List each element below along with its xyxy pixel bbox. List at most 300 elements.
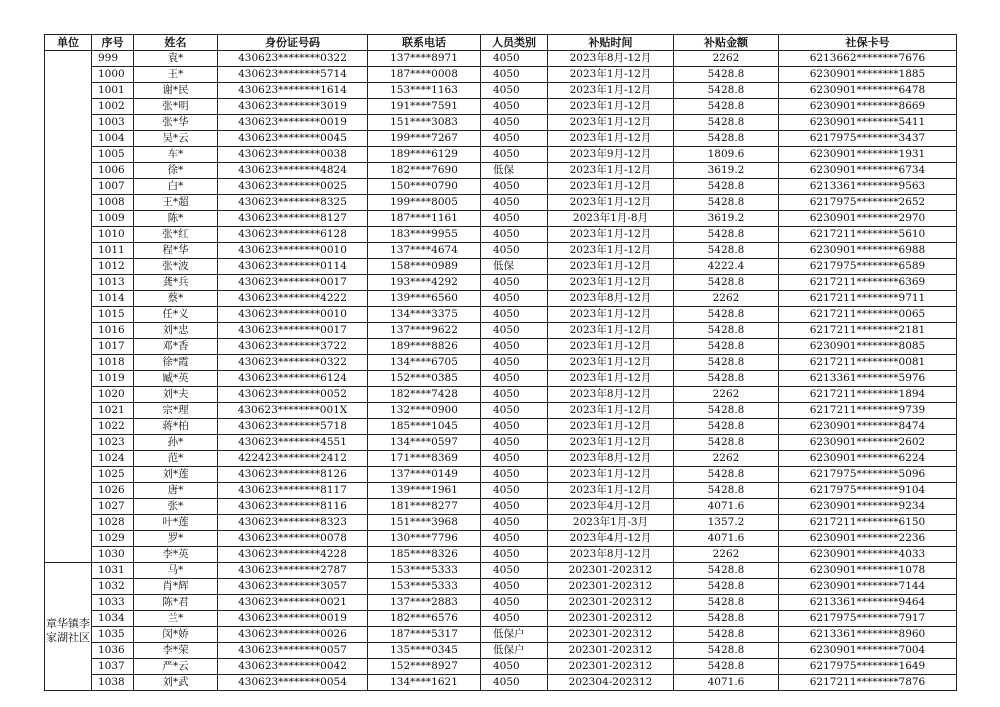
subsidy-amount-cell: 5428.8 — [674, 403, 779, 419]
phone-cell: 130****7796 — [368, 531, 481, 547]
social-card-cell: 6230901********8669 — [779, 99, 957, 115]
name-cell: 马* — [134, 563, 218, 579]
subsidy-period-cell: 2023年1月-3月 — [548, 515, 674, 531]
social-card-cell: 6217975********6589 — [779, 259, 957, 275]
person-type-cell: 4050 — [481, 563, 548, 579]
table-row — [45, 211, 957, 227]
person-type-cell: 低保 — [481, 163, 548, 179]
phone-cell: 187****0008 — [368, 67, 481, 83]
seq-cell: 1026 — [92, 483, 134, 499]
seq-cell: 1037 — [92, 659, 134, 675]
seq-cell: 1022 — [92, 419, 134, 435]
name-cell: 闵*娇 — [134, 627, 218, 643]
subsidy-period-cell: 2023年1月-12月 — [548, 403, 674, 419]
id-number-cell: 430623********001X — [218, 403, 368, 419]
name-cell: 龚*兵 — [134, 275, 218, 291]
seq-cell: 1035 — [92, 627, 134, 643]
seq-cell: 1011 — [92, 243, 134, 259]
table-row — [45, 547, 957, 563]
phone-cell: 185****1045 — [368, 419, 481, 435]
id-number-cell: 430623********0017 — [218, 275, 368, 291]
social-card-cell: 6230901********2602 — [779, 435, 957, 451]
person-type-cell: 4050 — [481, 115, 548, 131]
subsidy-amount-cell: 2262 — [674, 51, 779, 67]
seq-cell: 1014 — [92, 291, 134, 307]
name-cell: 刘*忠 — [134, 323, 218, 339]
social-card-cell: 6217975********9104 — [779, 483, 957, 499]
subsidy-amount-cell: 1357.2 — [674, 515, 779, 531]
phone-cell: 153****1163 — [368, 83, 481, 99]
id-number-cell: 430623********3722 — [218, 339, 368, 355]
phone-cell: 134****0597 — [368, 435, 481, 451]
seq-cell: 1034 — [92, 611, 134, 627]
name-cell: 袁* — [134, 51, 218, 67]
id-number-cell: 430623********0322 — [218, 51, 368, 67]
subsidy-period-cell: 2023年1月-12月 — [548, 179, 674, 195]
seq-cell: 1015 — [92, 307, 134, 323]
phone-cell: 189****8826 — [368, 339, 481, 355]
subsidy-amount-cell: 5428.8 — [674, 131, 779, 147]
phone-cell: 191****7591 — [368, 99, 481, 115]
seq-cell: 1013 — [92, 275, 134, 291]
social-card-cell: 6230901********1885 — [779, 67, 957, 83]
subsidy-amount-cell: 3619.2 — [674, 163, 779, 179]
name-cell: 刘*夫 — [134, 387, 218, 403]
id-number-cell: 430623********0045 — [218, 131, 368, 147]
subsidy-amount-cell: 5428.8 — [674, 99, 779, 115]
phone-cell: 182****7690 — [368, 163, 481, 179]
social-card-cell: 6230901********6988 — [779, 243, 957, 259]
subsidy-amount-cell: 5428.8 — [674, 115, 779, 131]
social-card-cell: 6213361********9464 — [779, 595, 957, 611]
person-type-cell: 4050 — [481, 531, 548, 547]
person-type-cell: 4050 — [481, 675, 548, 691]
seq-cell: 1031 — [92, 563, 134, 579]
seq-cell: 999 — [92, 51, 134, 67]
name-cell: 张*明 — [134, 99, 218, 115]
subsidy-period-cell: 202304-202312 — [548, 675, 674, 691]
table-row — [45, 563, 957, 579]
subsidy-table — [44, 34, 957, 691]
person-type-cell: 4050 — [481, 211, 548, 227]
subsidy-amount-cell: 4071.6 — [674, 531, 779, 547]
seq-cell: 1007 — [92, 179, 134, 195]
subsidy-period-cell: 2023年1月-12月 — [548, 355, 674, 371]
phone-cell: 183****9955 — [368, 227, 481, 243]
id-number-cell: 430623********0010 — [218, 243, 368, 259]
id-number-cell: 430623********0054 — [218, 675, 368, 691]
subsidy-amount-cell: 5428.8 — [674, 83, 779, 99]
subsidy-period-cell: 2023年1月-12月 — [548, 323, 674, 339]
subsidy-amount-cell: 5428.8 — [674, 179, 779, 195]
id-number-cell: 430623********8127 — [218, 211, 368, 227]
phone-cell: 171****8369 — [368, 451, 481, 467]
seq-cell: 1023 — [92, 435, 134, 451]
table-row — [45, 467, 957, 483]
seq-cell: 1004 — [92, 131, 134, 147]
subsidy-sheet — [44, 34, 956, 691]
subsidy-period-cell: 2023年1月-12月 — [548, 435, 674, 451]
table-row — [45, 147, 957, 163]
id-number-cell: 430623********5714 — [218, 67, 368, 83]
name-cell: 蒋*柏 — [134, 419, 218, 435]
name-cell: 陈*君 — [134, 595, 218, 611]
subsidy-period-cell: 2023年1月-12月 — [548, 275, 674, 291]
person-type-cell: 4050 — [481, 339, 548, 355]
id-number-cell: 430623********0114 — [218, 259, 368, 275]
table-row — [45, 307, 957, 323]
id-number-cell: 430623********0026 — [218, 627, 368, 643]
id-number-cell: 430623********5718 — [218, 419, 368, 435]
person-type-cell: 4050 — [481, 467, 548, 483]
person-type-cell: 4050 — [481, 611, 548, 627]
subsidy-period-cell: 2023年8月-12月 — [548, 451, 674, 467]
name-cell: 王*超 — [134, 195, 218, 211]
name-cell: 严*云 — [134, 659, 218, 675]
social-card-cell: 6217211********9739 — [779, 403, 957, 419]
name-cell: 吴*云 — [134, 131, 218, 147]
table-row — [45, 611, 957, 627]
subsidy-amount-cell: 5428.8 — [674, 323, 779, 339]
phone-cell: 134****6705 — [368, 355, 481, 371]
phone-cell: 151****3083 — [368, 115, 481, 131]
phone-cell: 137****4674 — [368, 243, 481, 259]
subsidy-amount-cell: 5428.8 — [674, 371, 779, 387]
seq-cell: 1016 — [92, 323, 134, 339]
person-type-cell: 4050 — [481, 147, 548, 163]
name-cell: 陈* — [134, 211, 218, 227]
subsidy-period-cell: 2023年8月-12月 — [548, 387, 674, 403]
name-cell: 刘*武 — [134, 675, 218, 691]
phone-cell: 199****7267 — [368, 131, 481, 147]
header-social-card: 社保卡号 — [779, 35, 957, 51]
person-type-cell: 4050 — [481, 243, 548, 259]
social-card-cell: 6217211********2181 — [779, 323, 957, 339]
unit-cell — [45, 51, 92, 563]
id-number-cell: 430623********3057 — [218, 579, 368, 595]
id-number-cell: 430623********4824 — [218, 163, 368, 179]
phone-cell: 152****8927 — [368, 659, 481, 675]
phone-cell: 134****3375 — [368, 307, 481, 323]
table-row — [45, 499, 957, 515]
table-row — [45, 435, 957, 451]
subsidy-period-cell: 2023年9月-12月 — [548, 147, 674, 163]
social-card-cell: 6217975********2652 — [779, 195, 957, 211]
id-number-cell: 430623********0019 — [218, 611, 368, 627]
person-type-cell: 4050 — [481, 579, 548, 595]
subsidy-amount-cell: 5428.8 — [674, 483, 779, 499]
subsidy-amount-cell: 5428.8 — [674, 275, 779, 291]
phone-cell: 139****1961 — [368, 483, 481, 499]
subsidy-amount-cell: 5428.8 — [674, 195, 779, 211]
subsidy-period-cell: 202301-202312 — [548, 659, 674, 675]
name-cell: 叶*莲 — [134, 515, 218, 531]
social-card-cell: 6217975********5096 — [779, 467, 957, 483]
name-cell: 谢*民 — [134, 83, 218, 99]
subsidy-amount-cell: 5428.8 — [674, 467, 779, 483]
name-cell: 李*英 — [134, 547, 218, 563]
id-number-cell: 430623********8325 — [218, 195, 368, 211]
table-row — [45, 675, 957, 691]
id-number-cell: 430623********0057 — [218, 643, 368, 659]
table-row — [45, 67, 957, 83]
subsidy-amount-cell: 5428.8 — [674, 579, 779, 595]
table-row — [45, 51, 957, 67]
table-row — [45, 451, 957, 467]
subsidy-period-cell: 202301-202312 — [548, 563, 674, 579]
phone-cell: 182****7428 — [368, 387, 481, 403]
table-row — [45, 579, 957, 595]
subsidy-period-cell: 2023年8月-12月 — [548, 51, 674, 67]
name-cell: 张*华 — [134, 115, 218, 131]
seq-cell: 1036 — [92, 643, 134, 659]
id-number-cell: 430623********8116 — [218, 499, 368, 515]
subsidy-period-cell: 2023年1月-12月 — [548, 419, 674, 435]
social-card-cell: 6230901********6478 — [779, 83, 957, 99]
name-cell: 宗*理 — [134, 403, 218, 419]
person-type-cell: 低保户 — [481, 643, 548, 659]
name-cell: 兰* — [134, 611, 218, 627]
subsidy-amount-cell: 2262 — [674, 291, 779, 307]
table-row — [45, 323, 957, 339]
phone-cell: 135****0345 — [368, 643, 481, 659]
phone-cell: 187****1161 — [368, 211, 481, 227]
person-type-cell: 4050 — [481, 451, 548, 467]
subsidy-amount-cell: 5428.8 — [674, 355, 779, 371]
person-type-cell: 低保 — [481, 259, 548, 275]
name-cell: 张*红 — [134, 227, 218, 243]
social-card-cell: 6217975********1649 — [779, 659, 957, 675]
person-type-cell: 低保户 — [481, 627, 548, 643]
subsidy-amount-cell: 4071.6 — [674, 675, 779, 691]
subsidy-period-cell: 2023年8月-12月 — [548, 547, 674, 563]
subsidy-amount-cell: 5428.8 — [674, 611, 779, 627]
social-card-cell: 6217211********6150 — [779, 515, 957, 531]
social-card-cell: 6213361********5976 — [779, 371, 957, 387]
header-row — [45, 35, 957, 51]
table-row — [45, 355, 957, 371]
phone-cell: 134****1621 — [368, 675, 481, 691]
table-row — [45, 643, 957, 659]
subsidy-amount-cell: 5428.8 — [674, 563, 779, 579]
table-row — [45, 99, 957, 115]
subsidy-amount-cell: 2262 — [674, 451, 779, 467]
social-card-cell: 6230901********6734 — [779, 163, 957, 179]
social-card-cell: 6217211********6369 — [779, 275, 957, 291]
name-cell: 李*荣 — [134, 643, 218, 659]
seq-cell: 1028 — [92, 515, 134, 531]
seq-cell: 1002 — [92, 99, 134, 115]
social-card-cell: 6217211********7876 — [779, 675, 957, 691]
subsidy-period-cell: 2023年1月-12月 — [548, 67, 674, 83]
table-row — [45, 115, 957, 131]
subsidy-amount-cell: 5428.8 — [674, 595, 779, 611]
subsidy-period-cell: 2023年1月-12月 — [548, 371, 674, 387]
name-cell: 蔡* — [134, 291, 218, 307]
phone-cell: 181****8277 — [368, 499, 481, 515]
phone-cell: 137****8971 — [368, 51, 481, 67]
name-cell: 范* — [134, 451, 218, 467]
name-cell: 张*波 — [134, 259, 218, 275]
person-type-cell: 4050 — [481, 515, 548, 531]
seq-cell: 1021 — [92, 403, 134, 419]
subsidy-period-cell: 2023年8月-12月 — [548, 291, 674, 307]
subsidy-period-cell: 2023年1月-12月 — [548, 131, 674, 147]
name-cell: 程*华 — [134, 243, 218, 259]
person-type-cell: 4050 — [481, 371, 548, 387]
subsidy-amount-cell: 5428.8 — [674, 67, 779, 83]
seq-cell: 1024 — [92, 451, 134, 467]
subsidy-amount-cell: 1809.6 — [674, 147, 779, 163]
person-type-cell: 4050 — [481, 83, 548, 99]
subsidy-amount-cell: 5428.8 — [674, 659, 779, 675]
subsidy-period-cell: 2023年1月-12月 — [548, 307, 674, 323]
table-body — [45, 51, 957, 691]
name-cell: 邓*香 — [134, 339, 218, 355]
id-number-cell: 430623********0019 — [218, 115, 368, 131]
seq-cell: 1010 — [92, 227, 134, 243]
header-phone: 联系电话 — [368, 35, 481, 51]
seq-cell: 1003 — [92, 115, 134, 131]
phone-cell: 150****0790 — [368, 179, 481, 195]
id-number-cell: 430623********0021 — [218, 595, 368, 611]
seq-cell: 1001 — [92, 83, 134, 99]
subsidy-period-cell: 2023年1月-12月 — [548, 243, 674, 259]
table-row — [45, 531, 957, 547]
id-number-cell: 430623********0010 — [218, 307, 368, 323]
header-seq: 序号 — [92, 35, 134, 51]
seq-cell: 1017 — [92, 339, 134, 355]
id-number-cell: 430623********0322 — [218, 355, 368, 371]
phone-cell: 137****0149 — [368, 467, 481, 483]
table-row — [45, 227, 957, 243]
social-card-cell: 6217211********1894 — [779, 387, 957, 403]
person-type-cell: 4050 — [481, 179, 548, 195]
social-card-cell: 6230901********4033 — [779, 547, 957, 563]
seq-cell: 1025 — [92, 467, 134, 483]
table-row — [45, 595, 957, 611]
person-type-cell: 4050 — [481, 51, 548, 67]
subsidy-amount-cell: 2262 — [674, 547, 779, 563]
person-type-cell: 4050 — [481, 275, 548, 291]
id-number-cell: 430623********8117 — [218, 483, 368, 499]
person-type-cell: 4050 — [481, 419, 548, 435]
id-number-cell: 430623********3019 — [218, 99, 368, 115]
table-row — [45, 179, 957, 195]
subsidy-period-cell: 202301-202312 — [548, 611, 674, 627]
person-type-cell: 4050 — [481, 323, 548, 339]
person-type-cell: 4050 — [481, 659, 548, 675]
subsidy-period-cell: 2023年1月-12月 — [548, 99, 674, 115]
id-number-cell: 430623********0025 — [218, 179, 368, 195]
seq-cell: 1008 — [92, 195, 134, 211]
subsidy-period-cell: 202301-202312 — [548, 627, 674, 643]
person-type-cell: 4050 — [481, 195, 548, 211]
phone-cell: 152****0385 — [368, 371, 481, 387]
social-card-cell: 6230901********5411 — [779, 115, 957, 131]
id-number-cell: 430623********0042 — [218, 659, 368, 675]
header-unit: 单位 — [45, 35, 92, 51]
person-type-cell: 4050 — [481, 307, 548, 323]
table-row — [45, 163, 957, 179]
seq-cell: 1005 — [92, 147, 134, 163]
subsidy-amount-cell: 5428.8 — [674, 227, 779, 243]
table-row — [45, 483, 957, 499]
subsidy-period-cell: 2023年1月-12月 — [548, 483, 674, 499]
phone-cell: 158****0989 — [368, 259, 481, 275]
seq-cell: 1000 — [92, 67, 134, 83]
id-number-cell: 430623********4222 — [218, 291, 368, 307]
social-card-cell: 6217975********3437 — [779, 131, 957, 147]
subsidy-period-cell: 2023年1月-12月 — [548, 115, 674, 131]
social-card-cell: 6217975********7917 — [779, 611, 957, 627]
subsidy-period-cell: 2023年1月-8月 — [548, 211, 674, 227]
name-cell: 孙* — [134, 435, 218, 451]
person-type-cell: 4050 — [481, 67, 548, 83]
id-number-cell: 430623********4228 — [218, 547, 368, 563]
phone-cell: 153****5333 — [368, 579, 481, 595]
seq-cell: 1006 — [92, 163, 134, 179]
subsidy-amount-cell: 2262 — [674, 387, 779, 403]
name-cell: 张* — [134, 499, 218, 515]
name-cell: 徐*霞 — [134, 355, 218, 371]
seq-cell: 1027 — [92, 499, 134, 515]
subsidy-period-cell: 2023年4月-12月 — [548, 499, 674, 515]
person-type-cell: 4050 — [481, 131, 548, 147]
phone-cell: 132****0900 — [368, 403, 481, 419]
id-number-cell: 430623********2787 — [218, 563, 368, 579]
person-type-cell: 4050 — [481, 483, 548, 499]
subsidy-amount-cell: 5428.8 — [674, 435, 779, 451]
seq-cell: 1019 — [92, 371, 134, 387]
name-cell: 白* — [134, 179, 218, 195]
table-row — [45, 419, 957, 435]
id-number-cell: 422423********2412 — [218, 451, 368, 467]
social-card-cell: 6230901********7004 — [779, 643, 957, 659]
subsidy-amount-cell: 5428.8 — [674, 643, 779, 659]
social-card-cell: 6230901********7144 — [779, 579, 957, 595]
subsidy-amount-cell: 4222.4 — [674, 259, 779, 275]
social-card-cell: 6217211********0081 — [779, 355, 957, 371]
seq-cell: 1038 — [92, 675, 134, 691]
person-type-cell: 4050 — [481, 403, 548, 419]
subsidy-amount-cell: 3619.2 — [674, 211, 779, 227]
unit-cell: 章华镇李家湖社区 — [45, 563, 92, 691]
phone-cell: 189****6129 — [368, 147, 481, 163]
table-row — [45, 387, 957, 403]
social-card-cell: 6230901********9234 — [779, 499, 957, 515]
name-cell: 唐* — [134, 483, 218, 499]
social-card-cell: 6230901********8085 — [779, 339, 957, 355]
social-card-cell: 6217211********0065 — [779, 307, 957, 323]
phone-cell: 137****9622 — [368, 323, 481, 339]
name-cell: 王* — [134, 67, 218, 83]
subsidy-period-cell: 2023年1月-12月 — [548, 195, 674, 211]
social-card-cell: 6217211********9711 — [779, 291, 957, 307]
header-name: 姓名 — [134, 35, 218, 51]
name-cell: 车* — [134, 147, 218, 163]
table-row — [45, 515, 957, 531]
name-cell: 刘*莲 — [134, 467, 218, 483]
subsidy-period-cell: 2023年1月-12月 — [548, 339, 674, 355]
subsidy-amount-cell: 5428.8 — [674, 419, 779, 435]
id-number-cell: 430623********0017 — [218, 323, 368, 339]
phone-cell: 153****5333 — [368, 563, 481, 579]
header-subsidy-amount: 补贴金额 — [674, 35, 779, 51]
table-row — [45, 291, 957, 307]
seq-cell: 1020 — [92, 387, 134, 403]
person-type-cell: 4050 — [481, 99, 548, 115]
